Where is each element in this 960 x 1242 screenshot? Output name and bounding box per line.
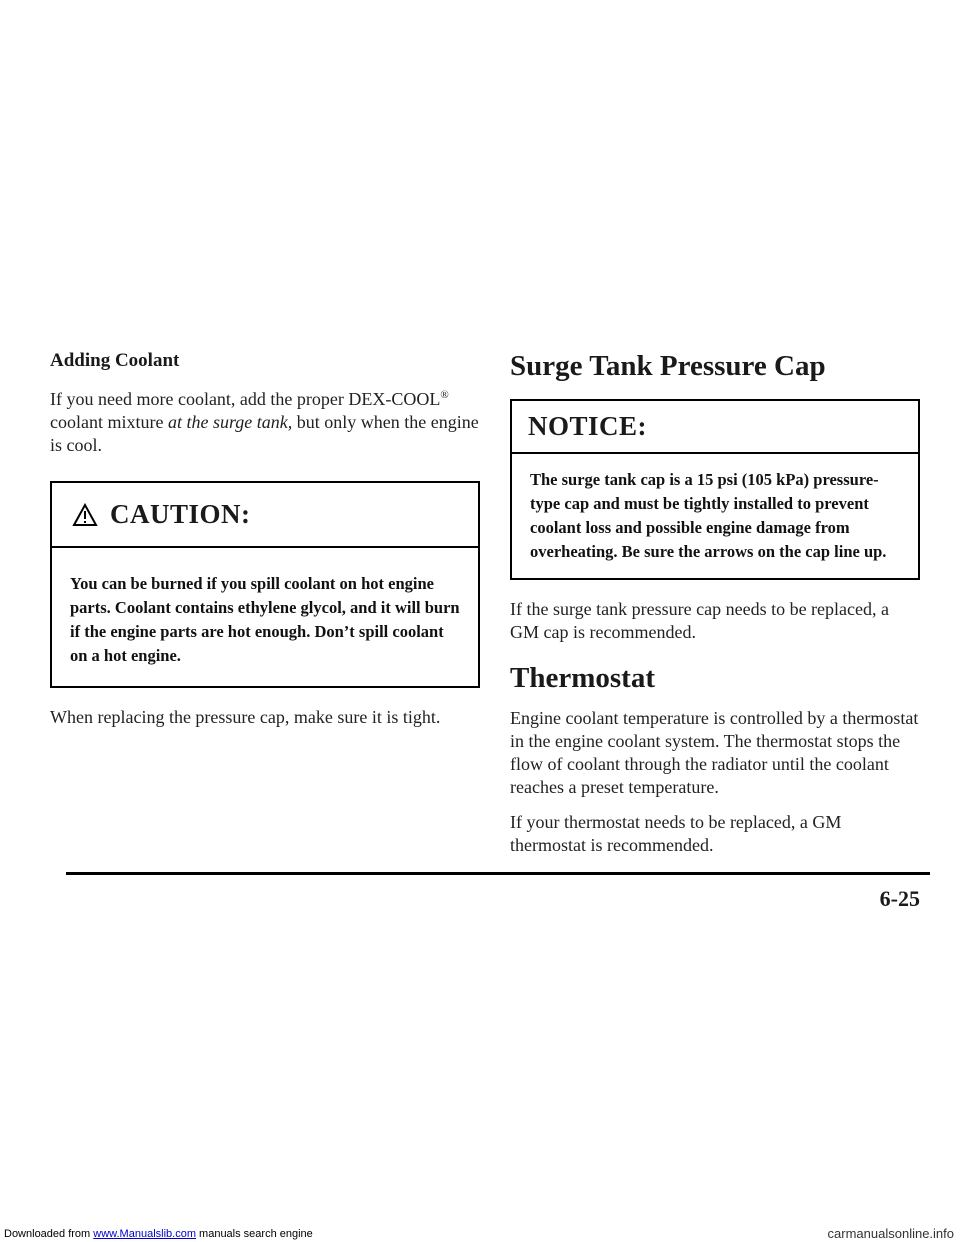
caution-title: CAUTION:	[110, 499, 251, 529]
caution-text: You can be burned if you spill coolant on hot engine parts. Coolant contains ethylene glycol, and it will burn if the engine parts are hot enough. Don’t spill coolant on a hot engine.	[70, 574, 460, 665]
notice-body	[512, 454, 918, 578]
notice-title: NOTICE:	[528, 411, 648, 441]
surge-tank-heading: Surge Tank Pressure Cap	[510, 350, 826, 382]
notice-text: The surge tank cap is a 15 psi (105 kPa) pressure-type cap and must be tightly installed to prevent coolant loss and possible engine damage from overheating. Be sure the arrows on the cap line up.	[530, 470, 887, 561]
manualslib-link[interactable]: www.Manualslib.com	[93, 1228, 196, 1240]
notice-box	[510, 399, 920, 580]
page-number: 6-25	[879, 886, 920, 911]
right-column	[510, 350, 920, 857]
site-watermark: carmanualsonline.info	[827, 1226, 954, 1241]
left-column	[50, 350, 480, 729]
warning-triangle-icon	[72, 503, 98, 527]
footer-rule	[66, 872, 930, 875]
caution-header	[52, 483, 478, 548]
surge-cap-replacement-paragraph: If the surge tank pressure cap needs to be replaced, a GM cap is recommended.	[510, 599, 890, 642]
pressure-cap-paragraph: When replacing the pressure cap, make sure it is tight.	[50, 707, 441, 727]
thermostat-paragraph-1: Engine coolant temperature is controlled by a thermostat in the engine coolant system. The thermostat stops the flow of coolant through the radiator until the coolant reaches a preset temperature.	[510, 708, 919, 797]
download-credit: Downloaded from www.Manualslib.com manuals search engine	[4, 1228, 313, 1240]
adding-coolant-heading: Adding Coolant	[50, 350, 180, 371]
caution-box	[50, 481, 480, 688]
caution-body	[52, 548, 478, 686]
adding-coolant-paragraph: If you need more coolant, add the proper DEX-COOL® coolant mixture at the surge tank, but only when the engine is cool.	[50, 389, 479, 455]
registered-mark: ®	[440, 389, 449, 401]
thermostat-paragraph-2: If your thermostat needs to be replaced, a GM thermostat is recommended.	[510, 812, 842, 855]
notice-header	[512, 401, 918, 454]
thermostat-heading: Thermostat	[510, 662, 655, 694]
